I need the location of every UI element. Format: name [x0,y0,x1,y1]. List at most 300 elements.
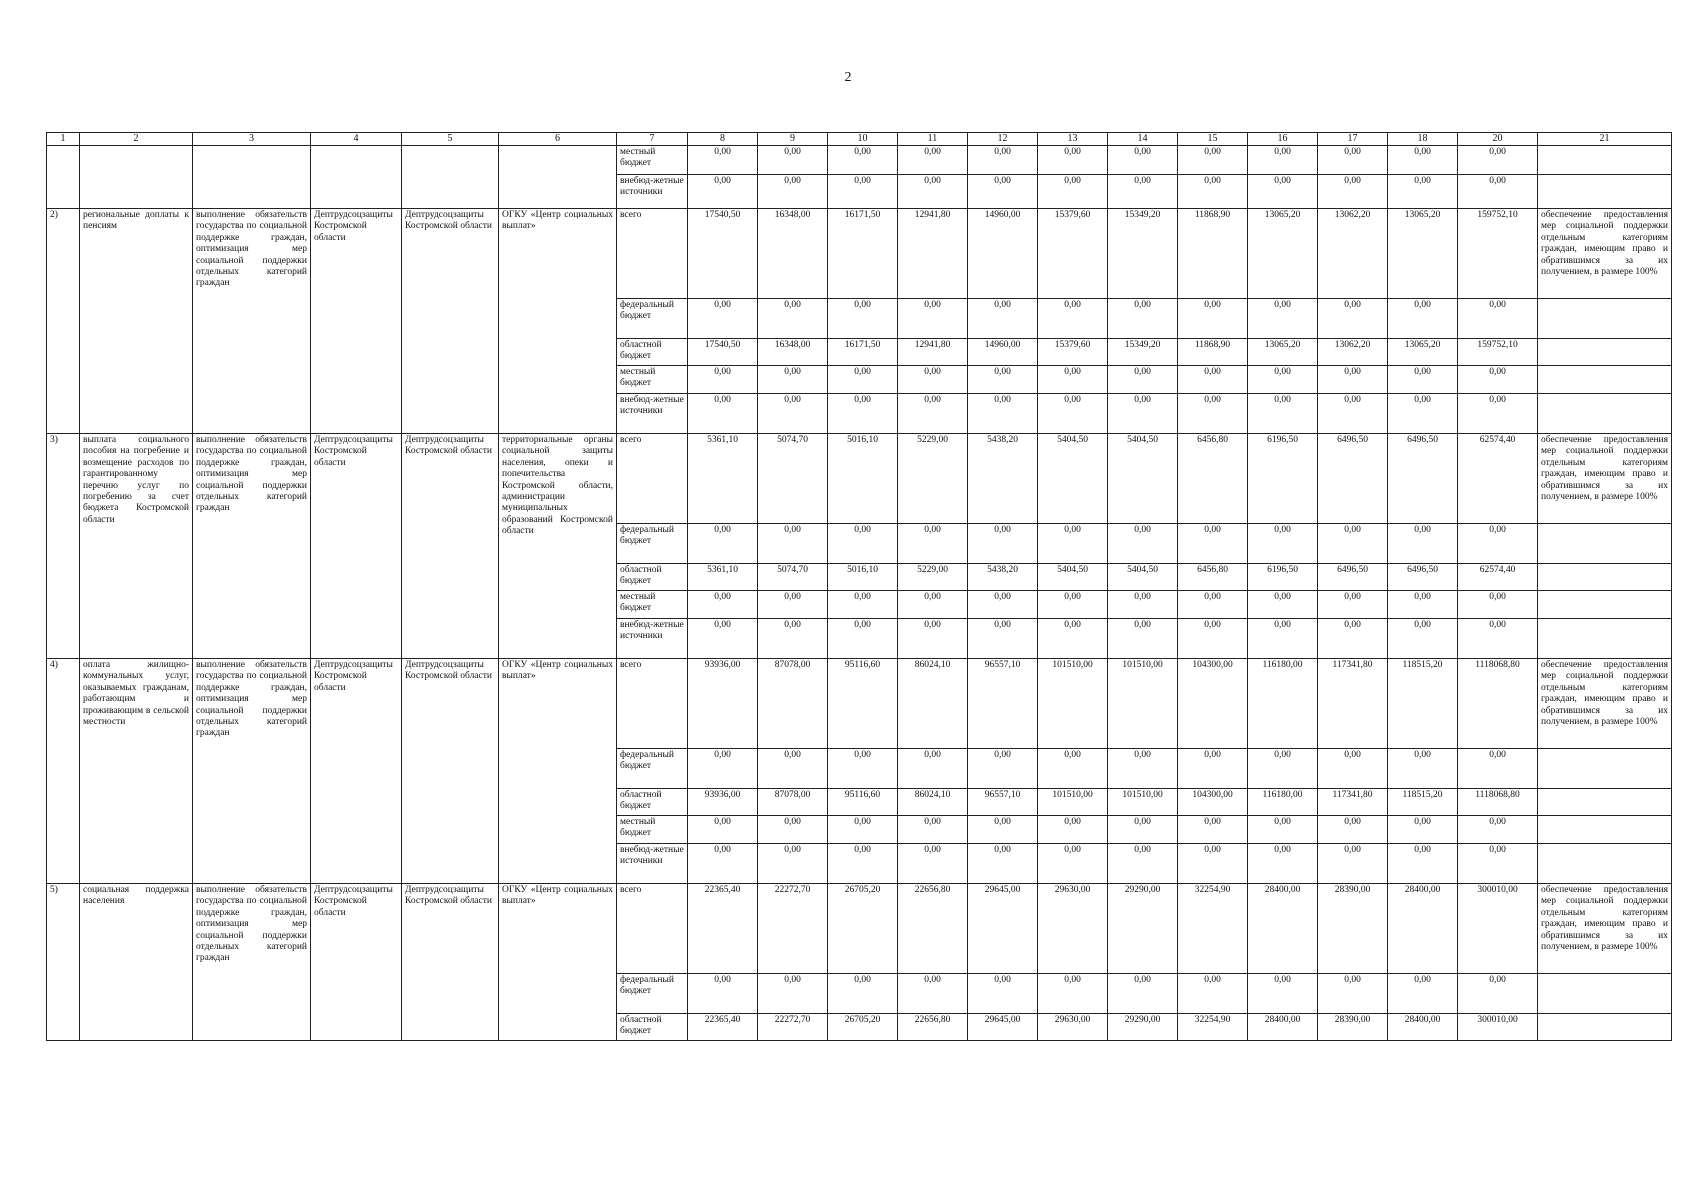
amount-cell: 0,00 [1178,749,1248,789]
amount-cell: 6196,50 [1248,434,1318,524]
amount-cell: 22272,70 [758,884,828,974]
amount-cell: 0,00 [1458,524,1538,564]
task-cell: выполнение обязательств государства по социальной поддержке граждан, оптимизация мер социальной поддержки отдельных категорий граждан [193,884,311,1041]
amount-cell: 0,00 [1388,175,1458,209]
customer-cell: Дептрудсоцзащиты Костромской области [402,884,499,1041]
amount-cell: 28390,00 [1318,1014,1388,1041]
amount-cell: 0,00 [1248,175,1318,209]
amount-cell: 86024,10 [898,789,968,816]
amount-cell: 0,00 [968,591,1038,619]
result-cell [1538,591,1672,619]
amount-cell: 0,00 [688,619,758,659]
amount-cell: 5229,00 [898,564,968,591]
amount-cell: 0,00 [1038,524,1108,564]
result-cell [1538,619,1672,659]
result-cell [1538,564,1672,591]
executor-cell: Дептрудсоцзащиты Костромской области [311,884,402,1041]
amount-cell: 0,00 [1038,146,1108,175]
task-cell: выполнение обязательств государства по социальной поддержке граждан, оптимизация мер социальной поддержки отдельных категорий граждан [193,434,311,659]
amount-cell: 95116,60 [828,659,898,749]
amount-cell: 5361,10 [688,434,758,524]
amount-cell: 0,00 [898,366,968,394]
amount-cell: 1118068,80 [1458,789,1538,816]
amount-cell: 0,00 [1318,591,1388,619]
customer-cell: Дептрудсоцзащиты Костромской области [402,209,499,434]
amount-cell: 0,00 [1458,974,1538,1014]
amount-cell: 93936,00 [688,789,758,816]
page-number: 2 [844,70,852,85]
column-number-header: 10 [828,133,898,146]
amount-cell: 96557,10 [968,659,1038,749]
column-number-header: 9 [758,133,828,146]
amount-cell: 0,00 [1108,366,1178,394]
column-number-header: 13 [1038,133,1108,146]
amount-cell: 0,00 [1038,844,1108,884]
amount-cell: 0,00 [828,366,898,394]
amount-cell: 0,00 [1388,146,1458,175]
amount-cell: 0,00 [1108,749,1178,789]
amount-cell: 29290,00 [1108,884,1178,974]
amount-cell: 6496,50 [1318,434,1388,524]
amount-cell: 0,00 [1458,816,1538,844]
amount-cell: 87078,00 [758,659,828,749]
amount-cell: 0,00 [1038,591,1108,619]
amount-cell: 0,00 [828,146,898,175]
amount-cell: 16348,00 [758,209,828,299]
result-cell: обеспечение предоставления мер социальной поддержки отдельным категориям граждан, имеющим право и обратившимся за их получением, в размере 100% [1538,434,1672,524]
amount-cell: 5438,20 [968,434,1038,524]
recipient-cell: ОГКУ «Центр социальных выплат» [499,209,617,434]
amount-cell: 0,00 [1318,844,1388,884]
amount-cell: 28400,00 [1248,884,1318,974]
amount-cell: 0,00 [898,844,968,884]
amount-cell: 0,00 [1388,844,1458,884]
amount-cell: 0,00 [828,844,898,884]
column-number-header: 8 [688,133,758,146]
task-cell: выполнение обязательств государства по социальной поддержке граждан, оптимизация мер социальной поддержки отдельных категорий граждан [193,209,311,434]
amount-cell: 0,00 [1458,394,1538,434]
amount-cell: 0,00 [1318,175,1388,209]
amount-cell: 0,00 [1248,366,1318,394]
amount-cell: 6496,50 [1388,434,1458,524]
amount-cell: 13065,20 [1248,209,1318,299]
amount-cell: 29630,00 [1038,884,1108,974]
executor-cell [311,146,402,209]
continuation-row [47,146,1672,175]
amount-cell: 29645,00 [968,1014,1038,1041]
amount-cell: 5074,70 [758,564,828,591]
recipient-cell [499,146,617,209]
column-number-header: 5 [402,133,499,146]
amount-cell: 0,00 [1248,591,1318,619]
funding-source-cell: федеральный бюджет [617,524,688,564]
amount-cell: 0,00 [1388,299,1458,339]
column-number-header: 20 [1458,133,1538,146]
result-cell [1538,394,1672,434]
funding-source-cell: внебюд-жетные источники [617,394,688,434]
amount-cell: 0,00 [758,619,828,659]
amount-cell: 12941,80 [898,339,968,366]
measure-name-cell [80,146,193,209]
measure-name-cell: оплата жилищно-коммунальных услуг, оказываемых гражданам, работающим и проживающим в сельской местности [80,659,193,884]
amount-cell: 0,00 [1038,394,1108,434]
amount-cell: 17540,50 [688,339,758,366]
measure-name-cell: региональные доплаты к пенсиям [80,209,193,434]
result-cell [1538,299,1672,339]
amount-cell: 0,00 [1178,974,1248,1014]
amount-cell: 6496,50 [1388,564,1458,591]
column-number-header: 3 [193,133,311,146]
amount-cell: 0,00 [688,749,758,789]
amount-cell: 116180,00 [1248,659,1318,749]
amount-cell: 0,00 [968,844,1038,884]
column-number-header: 2 [80,133,193,146]
amount-cell: 28400,00 [1388,1014,1458,1041]
item-number-cell: 4) [47,659,80,884]
amount-cell: 101510,00 [1108,789,1178,816]
amount-cell: 5016,10 [828,434,898,524]
recipient-cell: территориальные органы социальной защиты населения, опеки и попечительства Костромской области, администрации муниципальных образований Костромской области [499,434,617,659]
amount-cell: 32254,90 [1178,884,1248,974]
funding-source-cell: областной бюджет [617,789,688,816]
amount-cell: 0,00 [968,749,1038,789]
funding-source-cell: всего [617,209,688,299]
amount-cell: 0,00 [1318,394,1388,434]
amount-cell: 5361,10 [688,564,758,591]
result-cell [1538,789,1672,816]
amount-cell: 0,00 [688,366,758,394]
funding-source-cell: федеральный бюджет [617,974,688,1014]
amount-cell: 0,00 [1458,619,1538,659]
funding-source-cell: всего [617,434,688,524]
amount-cell: 0,00 [1388,816,1458,844]
amount-cell: 16171,50 [828,209,898,299]
amount-cell: 0,00 [1318,524,1388,564]
amount-cell: 0,00 [968,175,1038,209]
funding-source-cell: областной бюджет [617,1014,688,1041]
amount-cell: 22365,40 [688,884,758,974]
funding-source-cell: федеральный бюджет [617,749,688,789]
amount-cell: 6456,80 [1178,564,1248,591]
amount-cell: 0,00 [1038,366,1108,394]
amount-cell: 86024,10 [898,659,968,749]
amount-cell: 5404,50 [1108,564,1178,591]
amount-cell: 0,00 [1248,974,1318,1014]
amount-cell: 0,00 [1388,974,1458,1014]
amount-cell: 0,00 [968,366,1038,394]
amount-cell: 0,00 [1108,844,1178,884]
item-number-cell [47,146,80,209]
amount-cell: 5404,50 [1038,434,1108,524]
amount-cell: 93936,00 [688,659,758,749]
amount-cell: 95116,60 [828,789,898,816]
executor-cell: Дептрудсоцзащиты Костромской области [311,209,402,434]
amount-cell: 62574,40 [1458,564,1538,591]
amount-cell: 17540,50 [688,209,758,299]
amount-cell: 5438,20 [968,564,1038,591]
amount-cell: 0,00 [758,146,828,175]
amount-cell: 0,00 [1038,749,1108,789]
amount-cell: 0,00 [1318,299,1388,339]
amount-cell: 0,00 [1318,619,1388,659]
amount-cell: 0,00 [898,974,968,1014]
amount-cell: 0,00 [898,524,968,564]
result-cell [1538,749,1672,789]
result-cell: обеспечение предоставления мер социальной поддержки отдельным категориям граждан, имеющим право и обратившимся за их получением, в размере 100% [1538,884,1672,974]
amount-cell: 6496,50 [1318,564,1388,591]
amount-cell: 0,00 [688,175,758,209]
amount-cell: 15379,60 [1038,339,1108,366]
amount-cell: 0,00 [898,591,968,619]
funding-row [47,434,1672,524]
amount-cell: 11868,90 [1178,209,1248,299]
amount-cell: 101510,00 [1038,659,1108,749]
amount-cell: 0,00 [1388,749,1458,789]
amount-cell: 0,00 [1458,844,1538,884]
amount-cell: 0,00 [1108,591,1178,619]
amount-cell: 5016,10 [828,564,898,591]
funding-source-cell: федеральный бюджет [617,299,688,339]
amount-cell: 0,00 [1178,591,1248,619]
amount-cell: 0,00 [1038,619,1108,659]
amount-cell: 0,00 [898,146,968,175]
amount-cell: 26705,20 [828,884,898,974]
amount-cell: 22365,40 [688,1014,758,1041]
amount-cell: 5229,00 [898,434,968,524]
amount-cell: 0,00 [758,974,828,1014]
amount-cell: 0,00 [1248,299,1318,339]
amount-cell: 0,00 [758,816,828,844]
funding-row [47,209,1672,299]
item-number-cell: 5) [47,884,80,1041]
amount-cell: 0,00 [758,175,828,209]
amount-cell: 5404,50 [1108,434,1178,524]
amount-cell: 0,00 [828,749,898,789]
amount-cell: 300010,00 [1458,1014,1538,1041]
amount-cell: 0,00 [1248,146,1318,175]
amount-cell: 0,00 [1178,299,1248,339]
amount-cell: 0,00 [1318,974,1388,1014]
result-cell [1538,844,1672,884]
amount-cell: 0,00 [968,974,1038,1014]
column-number-header: 21 [1538,133,1672,146]
result-cell [1538,1014,1672,1041]
amount-cell: 0,00 [1458,366,1538,394]
customer-cell: Дептрудсоцзащиты Костромской области [402,434,499,659]
result-cell: обеспечение предоставления мер социальной поддержки отдельным категориям граждан, имеющим право и обратившимся за их получением, в размере 100% [1538,209,1672,299]
task-cell [193,146,311,209]
amount-cell: 117341,80 [1318,789,1388,816]
amount-cell: 159752,10 [1458,339,1538,366]
recipient-cell: ОГКУ «Центр социальных выплат» [499,884,617,1041]
column-number-header: 7 [617,133,688,146]
amount-cell: 0,00 [898,619,968,659]
amount-cell: 0,00 [828,816,898,844]
funding-source-cell: местный бюджет [617,591,688,619]
amount-cell: 0,00 [968,394,1038,434]
column-number-header: 6 [499,133,617,146]
result-cell [1538,816,1672,844]
amount-cell: 29290,00 [1108,1014,1178,1041]
amount-cell: 0,00 [1458,749,1538,789]
amount-cell: 104300,00 [1178,659,1248,749]
amount-cell: 13062,20 [1318,339,1388,366]
amount-cell: 22656,80 [898,884,968,974]
amount-cell: 101510,00 [1038,789,1108,816]
amount-cell: 117341,80 [1318,659,1388,749]
amount-cell: 0,00 [828,175,898,209]
amount-cell: 0,00 [1248,524,1318,564]
task-cell: выполнение обязательств государства по социальной поддержке граждан, оптимизация мер социальной поддержки отдельных категорий граждан [193,659,311,884]
amount-cell: 101510,00 [1108,659,1178,749]
amount-cell: 13065,20 [1388,209,1458,299]
amount-cell: 0,00 [758,591,828,619]
funding-source-cell: внебюд-жетные источники [617,844,688,884]
executor-cell: Дептрудсоцзащиты Костромской области [311,434,402,659]
amount-cell: 0,00 [898,299,968,339]
amount-cell: 0,00 [828,394,898,434]
amount-cell: 0,00 [1248,394,1318,434]
amount-cell: 0,00 [898,816,968,844]
amount-cell: 0,00 [688,146,758,175]
item-number-cell: 3) [47,434,80,659]
amount-cell: 96557,10 [968,789,1038,816]
amount-cell: 5404,50 [1038,564,1108,591]
amount-cell: 0,00 [688,524,758,564]
amount-cell: 62574,40 [1458,434,1538,524]
column-number-header: 11 [898,133,968,146]
amount-cell: 0,00 [1388,591,1458,619]
amount-cell: 15349,20 [1108,339,1178,366]
funding-row [47,884,1672,974]
program-table [46,132,1672,1041]
amount-cell: 15349,20 [1108,209,1178,299]
amount-cell: 16348,00 [758,339,828,366]
amount-cell: 0,00 [1108,394,1178,434]
funding-source-cell: внебюд-жетные источники [617,619,688,659]
amount-cell: 15379,60 [1038,209,1108,299]
result-cell: обеспечение предоставления мер социальной поддержки отдельным категориям граждан, имеющим право и обратившимся за их получением, в размере 100% [1538,659,1672,749]
measure-name-cell: выплата социального пособия на погребение и возмещение расходов по гарантированному перечню услуг по погребению за счет бюджета Костромской области [80,434,193,659]
column-number-header: 17 [1318,133,1388,146]
amount-cell: 104300,00 [1178,789,1248,816]
amount-cell: 26705,20 [828,1014,898,1041]
amount-cell: 0,00 [1108,974,1178,1014]
amount-cell: 0,00 [968,816,1038,844]
amount-cell: 0,00 [688,299,758,339]
amount-cell: 0,00 [1108,175,1178,209]
amount-cell: 0,00 [1178,524,1248,564]
amount-cell: 0,00 [1318,146,1388,175]
amount-cell: 0,00 [1388,366,1458,394]
amount-cell: 0,00 [688,591,758,619]
amount-cell: 0,00 [1388,524,1458,564]
executor-cell: Дептрудсоцзащиты Костромской области [311,659,402,884]
amount-cell: 14960,00 [968,339,1038,366]
amount-cell: 0,00 [1108,816,1178,844]
amount-cell: 118515,20 [1388,659,1458,749]
amount-cell: 0,00 [758,394,828,434]
amount-cell: 0,00 [1178,366,1248,394]
funding-source-cell: местный бюджет [617,366,688,394]
amount-cell: 13062,20 [1318,209,1388,299]
amount-cell: 0,00 [1108,146,1178,175]
amount-cell: 0,00 [828,299,898,339]
amount-cell: 1118068,80 [1458,659,1538,749]
amount-cell: 0,00 [1248,844,1318,884]
customer-cell: Дептрудсоцзащиты Костромской области [402,659,499,884]
amount-cell: 116180,00 [1248,789,1318,816]
amount-cell: 0,00 [1458,299,1538,339]
amount-cell: 0,00 [968,524,1038,564]
amount-cell: 0,00 [688,816,758,844]
amount-cell: 0,00 [1178,394,1248,434]
amount-cell: 28390,00 [1318,884,1388,974]
amount-cell: 0,00 [898,394,968,434]
amount-cell: 300010,00 [1458,884,1538,974]
amount-cell: 0,00 [1108,299,1178,339]
amount-cell: 0,00 [758,299,828,339]
amount-cell: 0,00 [1178,844,1248,884]
funding-source-cell: местный бюджет [617,146,688,175]
amount-cell: 0,00 [758,366,828,394]
amount-cell: 5074,70 [758,434,828,524]
column-number-header: 18 [1388,133,1458,146]
column-number-header: 12 [968,133,1038,146]
amount-cell: 14960,00 [968,209,1038,299]
amount-cell: 32254,90 [1178,1014,1248,1041]
amount-cell: 0,00 [1318,749,1388,789]
amount-cell: 0,00 [968,299,1038,339]
amount-cell: 87078,00 [758,789,828,816]
amount-cell: 11868,90 [1178,339,1248,366]
funding-source-cell: всего [617,884,688,974]
result-cell [1538,974,1672,1014]
amount-cell: 16171,50 [828,339,898,366]
column-number-header: 14 [1108,133,1178,146]
amount-cell: 0,00 [1318,366,1388,394]
amount-cell: 29630,00 [1038,1014,1108,1041]
amount-cell: 0,00 [1038,175,1108,209]
result-cell [1538,339,1672,366]
column-number-header: 1 [47,133,80,146]
header-row [47,133,1672,146]
amount-cell: 0,00 [758,524,828,564]
amount-cell: 0,00 [1038,816,1108,844]
result-cell [1538,146,1672,175]
amount-cell: 0,00 [1458,591,1538,619]
amount-cell: 0,00 [688,394,758,434]
funding-source-cell: местный бюджет [617,816,688,844]
amount-cell: 0,00 [1038,974,1108,1014]
customer-cell [402,146,499,209]
recipient-cell: ОГКУ «Центр социальных выплат» [499,659,617,884]
funding-source-cell: областной бюджет [617,339,688,366]
amount-cell: 13065,20 [1388,339,1458,366]
amount-cell: 0,00 [898,175,968,209]
amount-cell: 0,00 [1388,619,1458,659]
funding-source-cell: всего [617,659,688,749]
amount-cell: 0,00 [828,591,898,619]
amount-cell: 0,00 [1178,816,1248,844]
amount-cell: 159752,10 [1458,209,1538,299]
amount-cell: 0,00 [688,844,758,884]
amount-cell: 118515,20 [1388,789,1458,816]
result-cell [1538,524,1672,564]
amount-cell: 0,00 [968,146,1038,175]
amount-cell: 13065,20 [1248,339,1318,366]
amount-cell: 0,00 [1248,816,1318,844]
